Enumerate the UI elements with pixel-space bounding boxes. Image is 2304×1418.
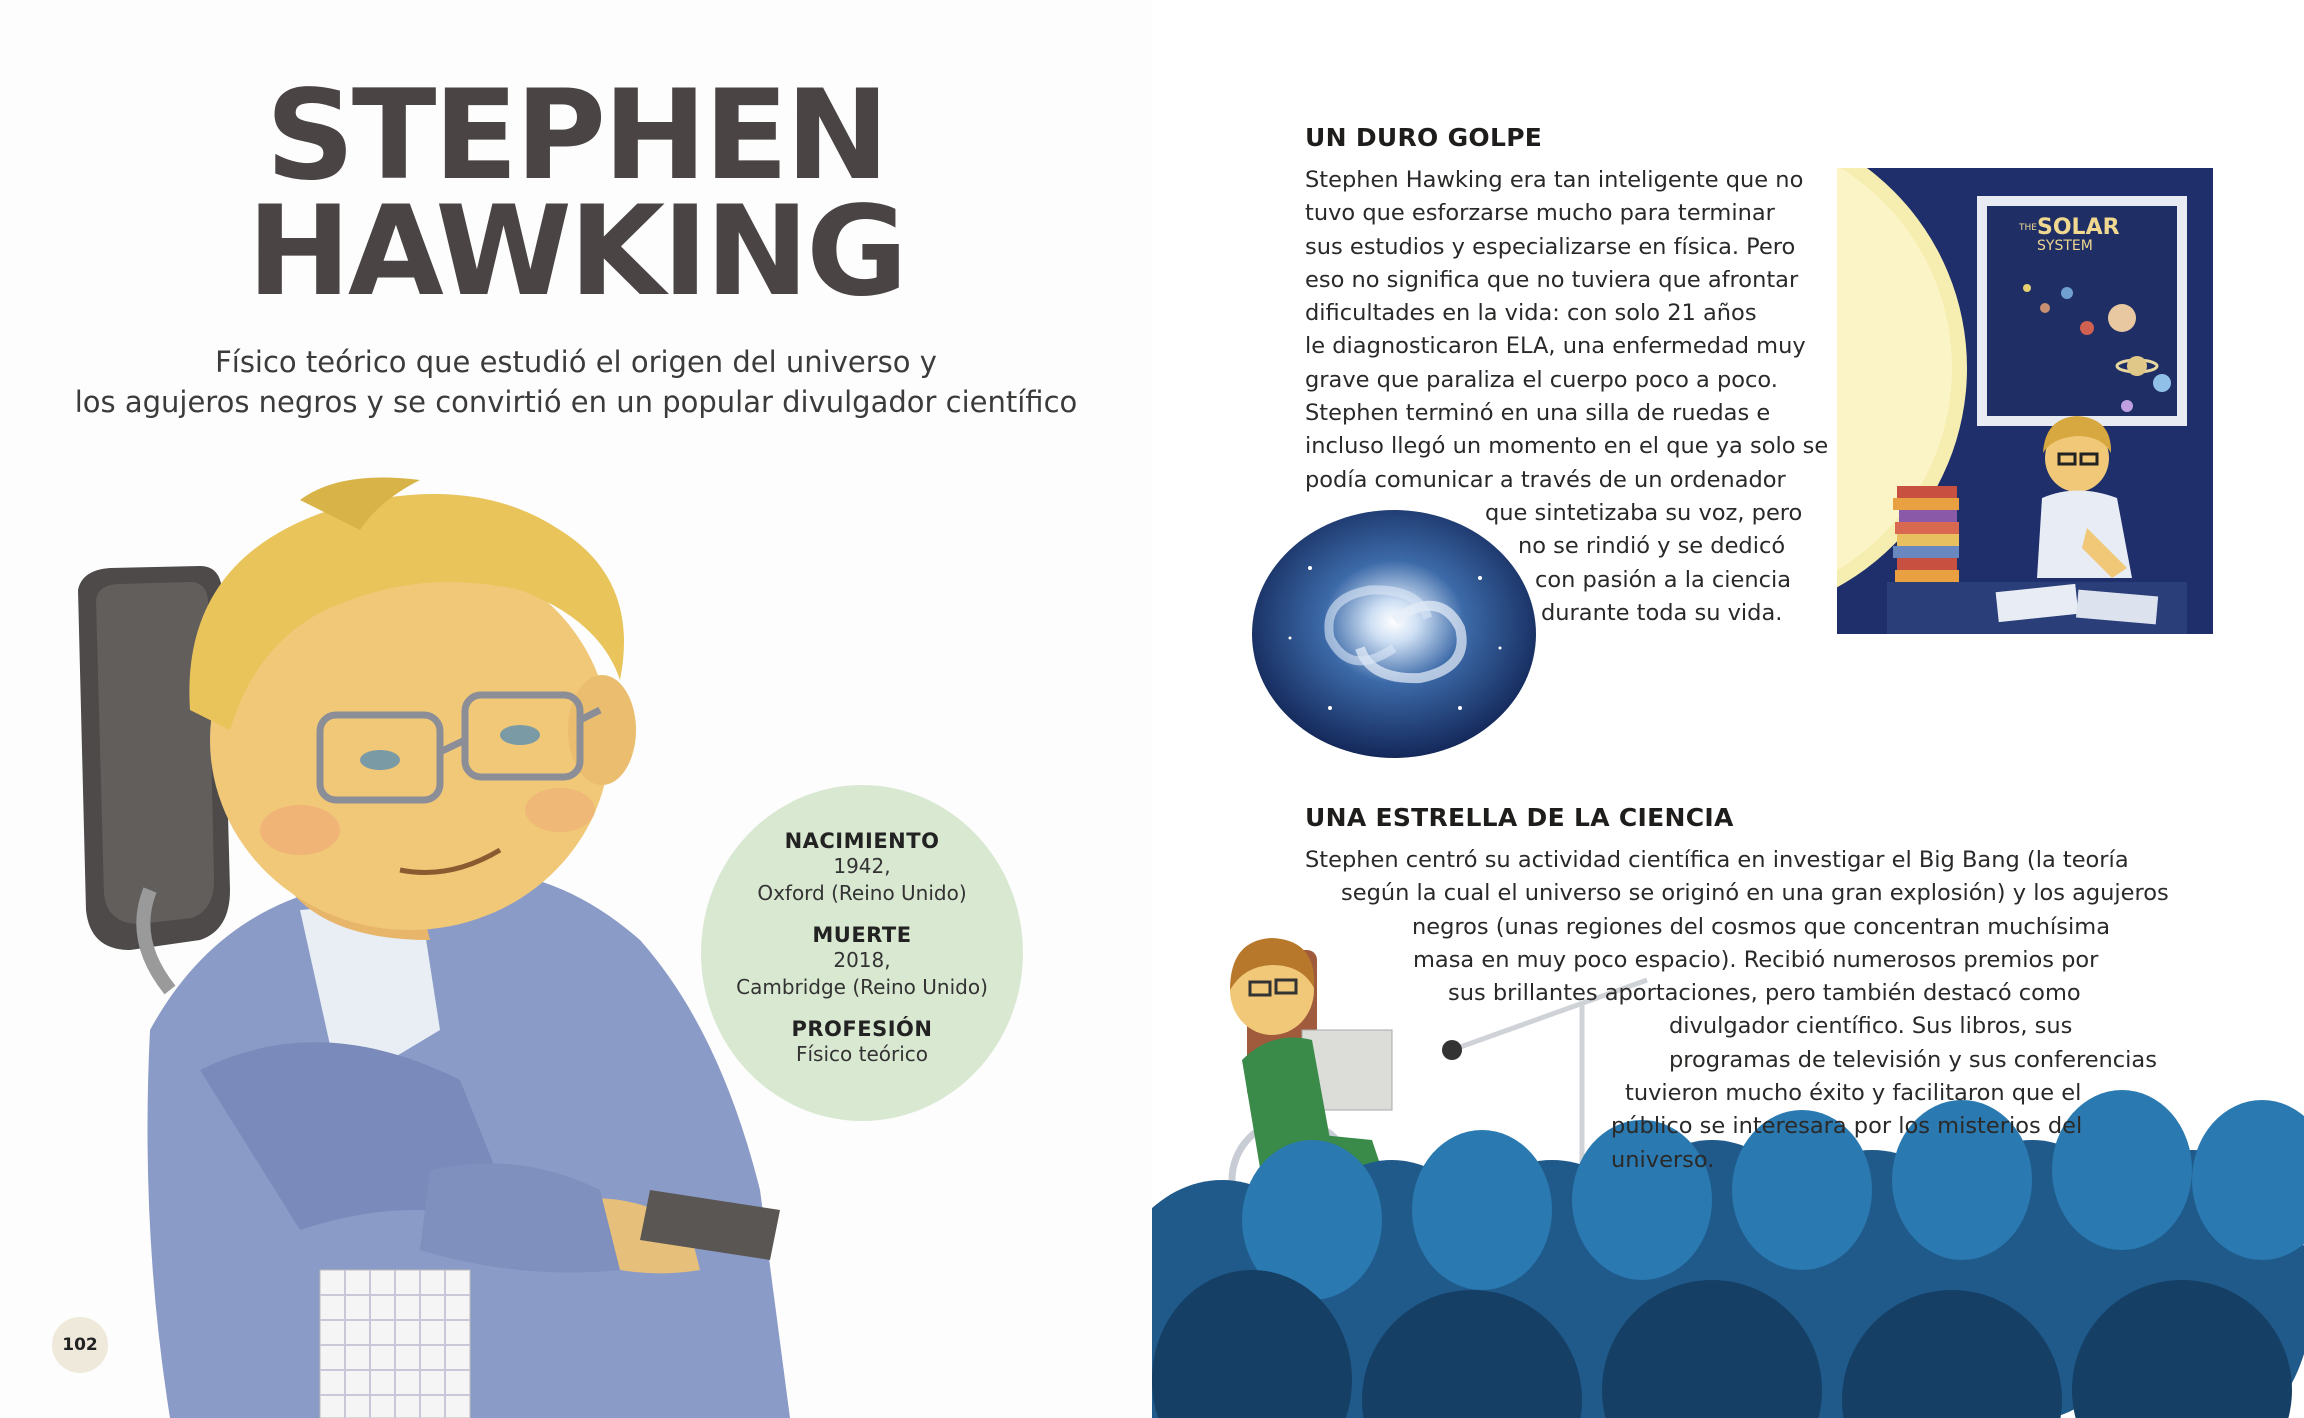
birth-label: NACIMIENTO — [784, 829, 940, 853]
subtitle — [60, 342, 1092, 422]
text-line: universo. — [1611, 1146, 1715, 1173]
poster-word-system: SYSTEM — [2037, 238, 2093, 254]
text-line: tuvo que esforzarse mucho para terminar — [1305, 200, 1775, 227]
section-heading-un-duro-golpe: UN DURO GOLPE — [1305, 123, 1543, 152]
text-line: Stephen terminó en una silla de ruedas e — [1305, 400, 1771, 427]
checked-blanket — [320, 1270, 470, 1418]
galaxy-illustration — [1250, 508, 1538, 760]
text-line: divulgador científico. Sus libros, sus — [1669, 1013, 2073, 1040]
text-line: eso no significa que no tuviera que afrontar — [1305, 266, 1799, 293]
text-line: Stephen centró su actividad científica en investigar el Big Bang (la teoría — [1305, 847, 2129, 873]
text-line: le diagnosticaron ELA, una enfermedad muy — [1305, 333, 1806, 360]
title-line-2: HAWKING — [247, 180, 905, 324]
text-line: incluso llegó un momento en el que ya solo se — [1305, 433, 1829, 460]
section-heading-una-estrella-de-la-ciencia: UNA ESTRELLA DE LA CIENCIA — [1305, 803, 1734, 832]
profession-label: PROFESIÓN — [791, 1017, 933, 1041]
text-line: programas de televisión y sus conferencias — [1669, 1046, 2157, 1073]
text-line: grave que paraliza el cuerpo poco a poco. — [1305, 366, 1778, 393]
text-line: con pasión a la ciencia — [1535, 566, 1792, 593]
text-line: que sintetizaba su voz, pero — [1485, 499, 1803, 526]
section-body-una-estrella-de-la-ciencia — [1305, 844, 2295, 1177]
text-line: durante toda su vida. — [1541, 599, 1783, 626]
text-line: sus estudios y especializarse en física. Pero — [1305, 233, 1796, 260]
text-line: negros (unas regiones del cosmos que concentran muchísima — [1412, 913, 2110, 940]
text-line: sus brillantes aportaciones, pero también destacó como — [1448, 980, 2081, 1007]
right-page — [1152, 0, 2304, 1418]
subtitle-line-1: Físico teórico que estudió el origen del universo y — [215, 345, 937, 379]
subtitle-line-2: los agujeros negros y se convirtió en un popular divulgador científico — [74, 385, 1078, 419]
text-line: podía comunicar a través de un ordenador — [1305, 466, 1786, 493]
text-line: Stephen Hawking era tan inteligente que no — [1305, 167, 1804, 193]
text-line: no se rindió y se dedicó — [1518, 533, 1786, 560]
death-place: Cambridge (Reino Unido) — [736, 975, 988, 999]
death-year: 2018, — [833, 948, 891, 972]
death-label: MUERTE — [812, 923, 912, 947]
text-line: público se interesara por los misterios del — [1611, 1113, 2083, 1140]
page-title — [0, 64, 1152, 324]
facts-circle — [701, 785, 1023, 1121]
profession-value: Físico teórico — [795, 1042, 929, 1066]
solar-system-poster-illustration — [1837, 168, 2213, 634]
birth-year: 1942, — [833, 854, 891, 878]
poster-word-solar: SOLAR — [2037, 215, 2120, 240]
text-line: masa en muy poco espacio). Recibió numerosos premios por — [1413, 946, 2099, 973]
text-line: según la cual el universo se originó en una gran explosión) y los agujeros — [1341, 880, 2169, 907]
text-line: dificultades en la vida: con solo 21 años — [1305, 300, 1757, 327]
poster-word-the: THE — [2019, 223, 2037, 233]
text-line: tuvieron mucho éxito y facilitaron que el — [1625, 1080, 2082, 1107]
page-number: 102 — [52, 1317, 108, 1373]
birth-place: Oxford (Reino Unido) — [757, 881, 967, 905]
title-line-1: STEPHEN — [265, 64, 887, 208]
